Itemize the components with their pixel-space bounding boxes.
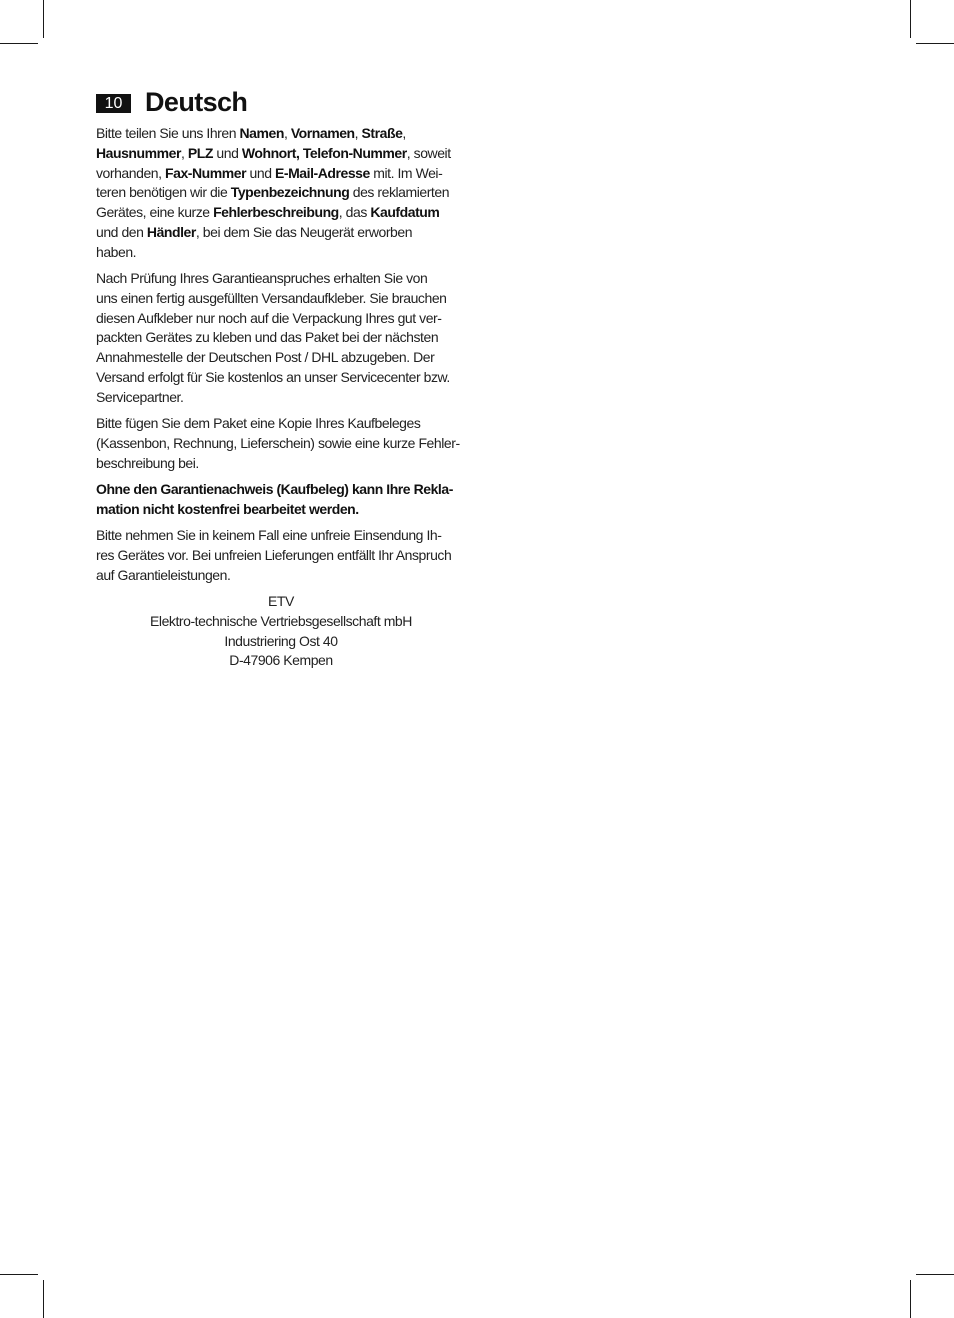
paragraph-unpaid-shipping — [96, 526, 466, 585]
text: und den — [96, 223, 147, 240]
text: , — [180, 144, 188, 161]
text: mit. Im Wei- — [369, 164, 443, 181]
address-line: Elektro-technische Vertriebsgesellschaft mbH — [150, 612, 412, 629]
crop-mark — [910, 1280, 911, 1318]
crop-mark — [43, 1280, 44, 1318]
text: , bei dem Sie das Neugerät erworben — [195, 223, 413, 240]
text: , — [354, 125, 362, 141]
text-line: packten Gerätes zu kleben und das Paket bei der nächsten — [96, 329, 439, 346]
text-line: mation nicht kostenfrei bearbeitet werden. — [96, 500, 359, 517]
text-line: Ohne den Garantienachweis (Kaufbeleg) kann Ihre Rekla- — [96, 481, 453, 498]
bold-term: Straße — [361, 125, 403, 141]
text-line: auf Garantieleistungen. — [96, 566, 231, 583]
paragraph-warranty-notice — [96, 480, 466, 520]
text: , — [402, 125, 406, 141]
text-line — [96, 223, 466, 243]
text-line: uns einen fertig ausgefüllten Versandaufkleber. Sie brauchen — [96, 289, 447, 306]
text: teren benötigen wir die — [96, 184, 231, 201]
address-line: D-47906 Kempen — [229, 652, 333, 669]
bold-term: Kaufdatum — [370, 204, 440, 221]
crop-mark — [0, 43, 38, 44]
bold-term: Fehlerbeschreibung — [213, 204, 339, 221]
text: und — [212, 144, 242, 161]
text-line — [96, 203, 466, 223]
text-line — [96, 124, 466, 144]
crop-mark — [43, 0, 44, 38]
bold-term: Händler — [146, 223, 196, 240]
text-line: (Kassenbon, Rechnung, Lieferschein) sowie eine kurze Fehler- — [96, 434, 460, 451]
text: , — [283, 125, 291, 141]
crop-mark — [0, 1274, 38, 1275]
text: Bitte teilen Sie uns Ihren — [96, 125, 240, 141]
crop-mark — [916, 1274, 954, 1275]
paragraph-receipt-copy — [96, 414, 466, 473]
crop-mark — [916, 43, 954, 44]
bold-term: Typenbezeichnung — [230, 184, 350, 201]
bold-term: PLZ — [187, 144, 213, 161]
text-line: beschreibung bei. — [96, 454, 199, 471]
text-line: Servicepartner. — [96, 388, 184, 405]
bold-term: Vornamen — [290, 125, 355, 141]
text-line: diesen Aufkleber nur noch auf die Verpackung Ihres gut ver- — [96, 309, 442, 326]
text: , soweit — [406, 144, 451, 161]
text: des reklamierten — [349, 184, 450, 201]
text-line: Nach Prüfung Ihres Garantieanspruches erhalten Sie von — [96, 270, 428, 287]
text-line: Bitte fügen Sie dem Paket eine Kopie Ihres Kaufbeleges — [96, 415, 421, 432]
bold-term: Wohnort, Telefon-Nummer — [241, 144, 407, 161]
crop-mark — [910, 0, 911, 38]
page-number: 10 — [96, 94, 131, 113]
company-address — [96, 592, 466, 671]
text-line: res Gerätes vor. Bei unfreien Lieferungen entfällt Ihr Anspruch — [96, 546, 452, 563]
bold-term: Fax-Nummer — [165, 164, 247, 181]
text-line — [96, 144, 466, 164]
text: und — [246, 164, 275, 181]
text: , das — [338, 204, 371, 221]
address-line: Industriering Ost 40 — [224, 632, 338, 649]
text-line — [96, 164, 466, 184]
text-line: Bitte nehmen Sie in keinem Fall eine unfreie Einsendung Ih- — [96, 527, 442, 544]
paragraph-contact-info — [96, 124, 466, 263]
bold-term: E-Mail-Adresse — [274, 164, 370, 181]
text-line: Versand erfolgt für Sie kostenlos an unser Servicecenter bzw. — [96, 369, 450, 386]
address-line: ETV — [268, 593, 294, 610]
text-line: Annahmestelle der Deutschen Post / DHL abzugeben. Der — [96, 349, 435, 366]
text-line: haben. — [96, 243, 137, 260]
text: Gerätes, eine kurze — [96, 204, 214, 221]
bold-term: Namen — [239, 125, 284, 141]
page-header — [96, 86, 247, 118]
bold-term: Hausnummer — [96, 144, 181, 161]
text: vorhanden, — [96, 164, 165, 181]
document-body — [96, 124, 466, 671]
text-line — [96, 183, 466, 203]
page-title: Deutsch — [145, 87, 248, 117]
paragraph-shipping-label — [96, 269, 466, 408]
